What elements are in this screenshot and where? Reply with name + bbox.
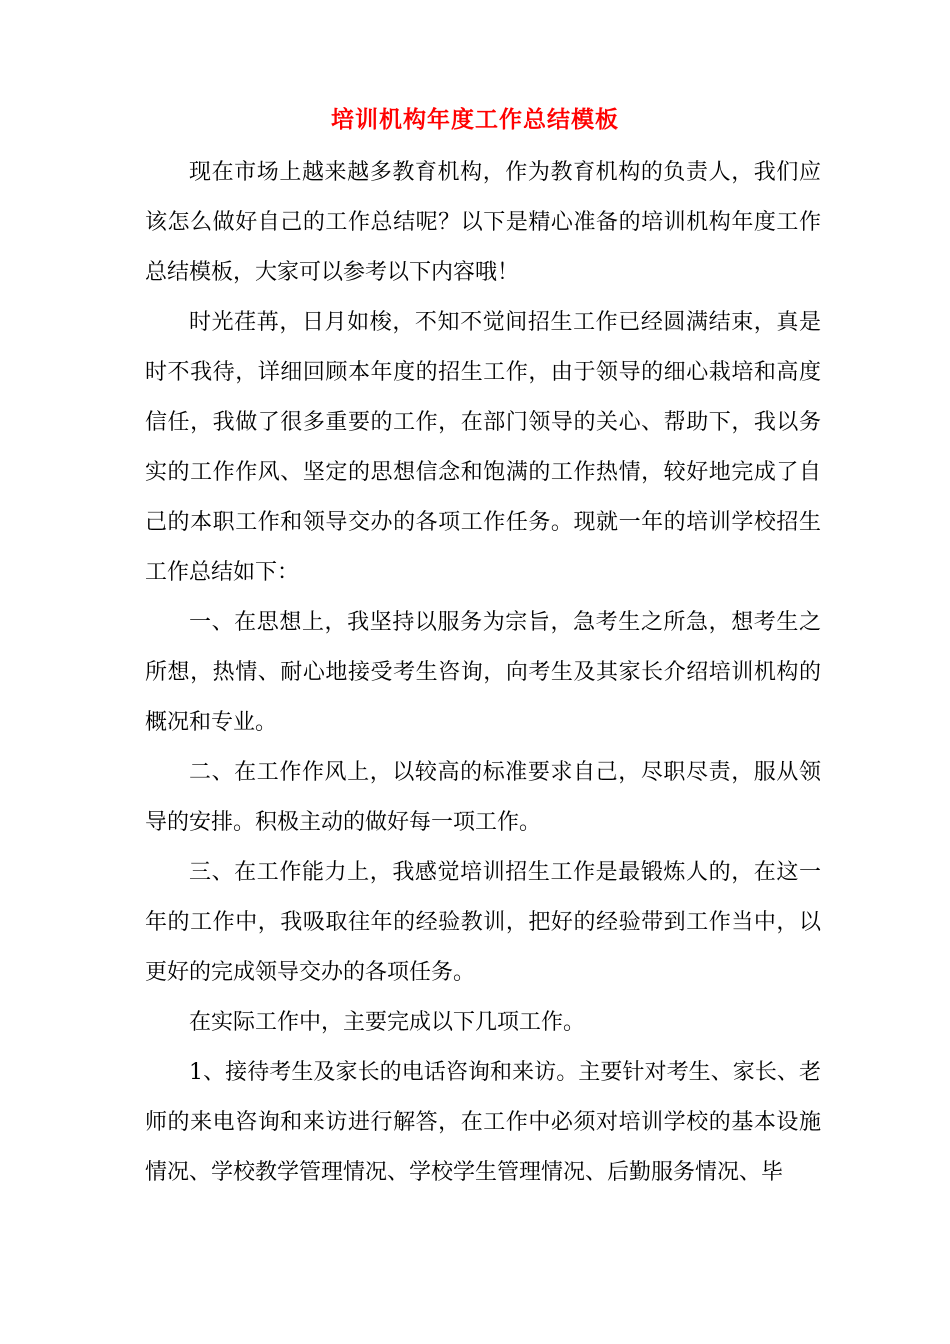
paragraph: 二、在工作作风上，以较高的标准要求自己，尽职尽责，服从领导的安排。积极主动的做好每一项工作。 xyxy=(145,760,821,835)
paragraph: 时光荏苒，日月如梭，不知不觉间招生工作已经圆满结束，真是时不我待，详细回顾本年度的招生工作，由于领导的细心栽培和高度信任，我做了很多重要的工作，在部门领导的关心、帮助下，我以务实的工作作风、坚定的思想信念和饱满的工作热情，较好地完成了自己的本职工作和领导交办的各项工作任务。现就一年的培训学校招生工作总结如下： xyxy=(145,310,821,585)
document-body xyxy=(145,148,821,1198)
paragraph: 现在市场上越来越多教育机构，作为教育机构的负责人，我们应该怎么做好自己的工作总结呢？以下是精心准备的培训机构年度工作总结模板，大家可以参考以下内容哦！ xyxy=(145,160,821,285)
paragraph: 一、在思想上，我坚持以服务为宗旨，急考生之所急，想考生之所想，热情、耐心地接受考生咨询，向考生及其家长介绍培训机构的概况和专业。 xyxy=(145,610,821,735)
document-title: 培训机构年度工作总结模板 xyxy=(331,106,619,133)
paragraph: 在实际工作中，主要完成以下几项工作。 xyxy=(189,1010,586,1035)
paragraph: 三、在工作能力上，我感觉培训招生工作是最锻炼人的，在这一年的工作中，我吸取往年的经验教训，把好的经验带到工作当中，以更好的完成领导交办的各项任务。 xyxy=(145,860,821,985)
paragraph: 1、接待考生及家长的电话咨询和来访。主要针对考生、家长、老师的来电咨询和来访进行解答，在工作中必须对培训学校的基本设施情况、学校教学管理情况、学校学生管理情况、后勤服务情况、毕 xyxy=(145,1060,821,1185)
